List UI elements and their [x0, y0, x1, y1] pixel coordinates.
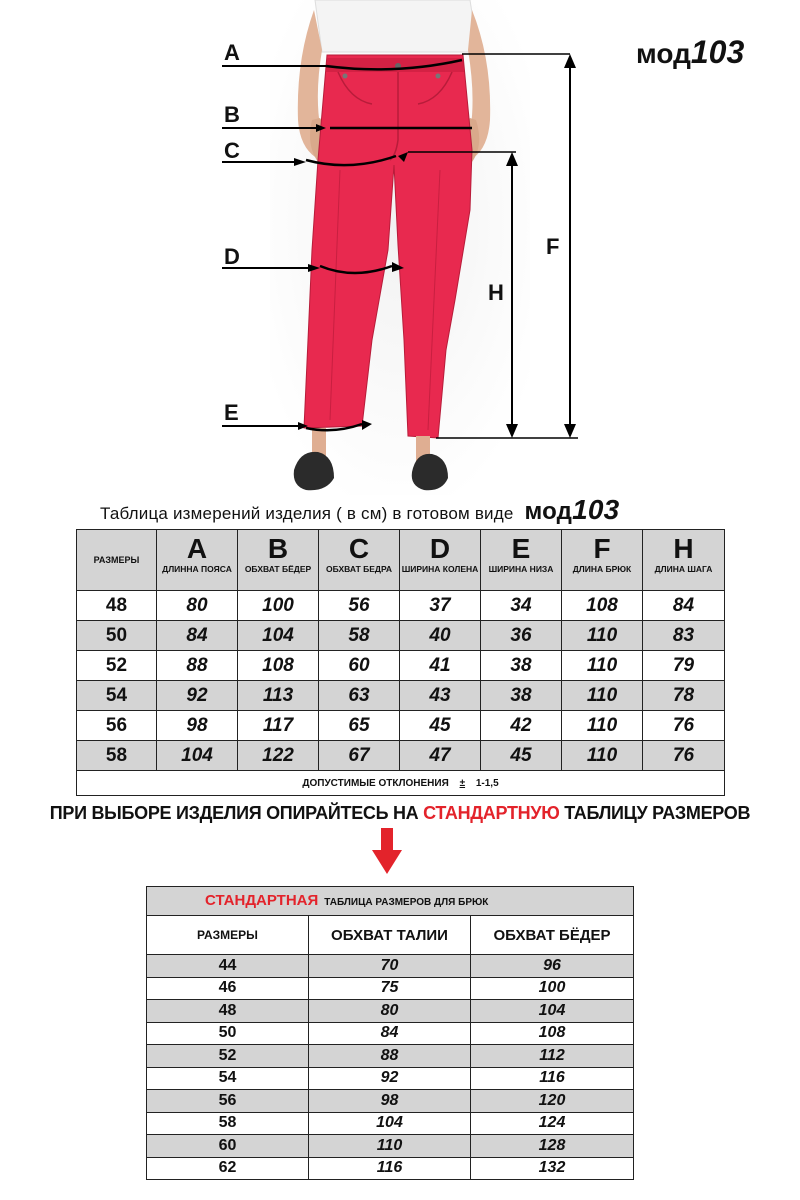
value-cell: 41	[400, 651, 481, 681]
value-cell: 36	[481, 621, 562, 651]
model-number: 103	[690, 34, 745, 70]
value-cell: 63	[319, 681, 400, 711]
arrow-down-icon	[372, 828, 402, 874]
caption-text: Таблица измерений изделия ( в см) в готовом виде	[100, 504, 514, 523]
value-cell: 84	[643, 591, 725, 621]
waist-cell: 92	[309, 1067, 471, 1090]
value-cell: 65	[319, 711, 400, 741]
standard-title-highlight: СТАНДАРТНАЯ	[205, 892, 319, 909]
value-cell: 43	[400, 681, 481, 711]
waist-cell: 98	[309, 1090, 471, 1113]
table-row	[147, 1135, 634, 1158]
size-cell: 58	[77, 741, 157, 771]
header-hips: ОБХВАТ БЁДЕР	[471, 916, 634, 955]
table-row	[77, 591, 725, 621]
value-cell: 100	[238, 591, 319, 621]
value-cell: 110	[562, 681, 643, 711]
table-row	[77, 681, 725, 711]
hips-cell: 104	[471, 1000, 634, 1023]
hips-cell: 100	[471, 977, 634, 1000]
white-top	[315, 0, 478, 52]
value-cell: 38	[481, 651, 562, 681]
value-cell: 110	[562, 711, 643, 741]
value-cell: 76	[643, 741, 725, 771]
standard-title-row	[147, 887, 634, 916]
hips-cell: 124	[471, 1112, 634, 1135]
header-label: ШИРИНА КОЛЕНА	[401, 564, 479, 574]
table-row	[77, 711, 725, 741]
header-label: ШИРИНА НИЗА	[488, 564, 554, 574]
size-cell: 48	[147, 1000, 309, 1023]
model-title	[636, 34, 744, 71]
tolerance-label: ДОПУСТИМЫЕ ОТКЛОНЕНИЯ	[302, 777, 449, 789]
header-sizes: РАЗМЕРЫ	[77, 530, 157, 591]
hips-cell: 132	[471, 1157, 634, 1180]
value-cell: 110	[562, 741, 643, 771]
table-row	[147, 1157, 634, 1180]
value-cell: 56	[319, 591, 400, 621]
size-cell: 48	[77, 591, 157, 621]
tolerance-cell	[77, 771, 725, 796]
value-cell: 37	[400, 591, 481, 621]
hips-cell: 116	[471, 1067, 634, 1090]
size-cell: 56	[77, 711, 157, 741]
header-letter: C	[348, 533, 370, 564]
waist-cell: 80	[309, 1000, 471, 1023]
letter-a: A	[224, 40, 240, 65]
waist-cell: 70	[309, 955, 471, 978]
value-cell: 122	[238, 741, 319, 771]
table-row	[77, 651, 725, 681]
table-row	[147, 955, 634, 978]
pants-measurement-figure	[0, 0, 800, 495]
rivet	[343, 74, 348, 79]
value-cell: 80	[157, 591, 238, 621]
notice-text-after: ТАБЛИЦУ РАЗМЕРОВ	[559, 803, 751, 823]
value-cell: 108	[238, 651, 319, 681]
header-letter: D	[429, 533, 451, 564]
table-row	[147, 1045, 634, 1068]
header-letter: E	[511, 533, 531, 564]
measurement-header-row	[77, 530, 725, 591]
value-cell: 110	[562, 651, 643, 681]
model-prefix: мод	[636, 38, 691, 69]
header-label: ОБХВАТ БЕДРА	[325, 564, 393, 574]
size-cell: 44	[147, 955, 309, 978]
table-row	[147, 1090, 634, 1113]
value-cell: 78	[643, 681, 725, 711]
size-cell: 54	[147, 1067, 309, 1090]
measurement-table	[76, 529, 725, 796]
tolerance-value: 1-1,5	[475, 777, 499, 789]
arrowhead-f-top	[564, 54, 576, 68]
value-cell: 45	[481, 741, 562, 771]
size-cell: 46	[147, 977, 309, 1000]
table-row	[147, 1112, 634, 1135]
table-caption	[100, 494, 619, 526]
hips-cell: 108	[471, 1022, 634, 1045]
value-cell: 104	[157, 741, 238, 771]
value-cell: 76	[643, 711, 725, 741]
header-col-a	[157, 530, 238, 591]
header-letter: B	[267, 533, 289, 564]
notice-highlight: СТАНДАРТНУЮ	[423, 803, 560, 823]
tolerance-sign: ±	[459, 777, 466, 789]
header-col-c	[319, 530, 400, 591]
waist-cell: 110	[309, 1135, 471, 1158]
waist-cell: 116	[309, 1157, 471, 1180]
value-cell: 40	[400, 621, 481, 651]
value-cell: 79	[643, 651, 725, 681]
header-label: ДЛИНА БРЮК	[572, 564, 632, 574]
caption-model-prefix: мод	[524, 498, 573, 525]
table-row	[77, 621, 725, 651]
size-cell: 56	[147, 1090, 309, 1113]
tolerance-row	[77, 771, 725, 796]
letter-d: D	[224, 244, 240, 269]
value-cell: 60	[319, 651, 400, 681]
waist-cell: 75	[309, 977, 471, 1000]
header-sizes: РАЗМЕРЫ	[147, 916, 309, 955]
letter-h: H	[488, 280, 504, 305]
standard-size-table	[146, 886, 634, 1180]
value-cell: 98	[157, 711, 238, 741]
hips-cell: 112	[471, 1045, 634, 1068]
size-cell: 62	[147, 1157, 309, 1180]
value-cell: 117	[238, 711, 319, 741]
size-cell: 52	[77, 651, 157, 681]
value-cell: 104	[238, 621, 319, 651]
waist-cell: 104	[309, 1112, 471, 1135]
rivet	[436, 74, 441, 79]
value-cell: 88	[157, 651, 238, 681]
size-cell: 58	[147, 1112, 309, 1135]
waist-cell: 84	[309, 1022, 471, 1045]
table-row	[147, 1022, 634, 1045]
header-label: ДЛИНА ШАГА	[654, 564, 713, 574]
arrowhead-f-bottom	[564, 424, 576, 438]
hips-cell: 120	[471, 1090, 634, 1113]
value-cell: 108	[562, 591, 643, 621]
hips-cell: 128	[471, 1135, 634, 1158]
caption-model-number: 103	[572, 494, 620, 525]
header-col-b	[238, 530, 319, 591]
letter-f: F	[546, 234, 560, 259]
header-col-e	[481, 530, 562, 591]
value-cell: 34	[481, 591, 562, 621]
table-row	[147, 1000, 634, 1023]
header-letter: F	[593, 533, 611, 564]
caption-model	[524, 494, 620, 525]
value-cell: 84	[157, 621, 238, 651]
letter-b: B	[224, 102, 240, 127]
notice-text-before: ПРИ ВЫБОРЕ ИЗДЕЛИЯ ОПИРАЙТЕСЬ НА	[49, 803, 424, 823]
size-notice	[0, 803, 800, 824]
size-cell: 52	[147, 1045, 309, 1068]
value-cell: 45	[400, 711, 481, 741]
size-cell: 50	[77, 621, 157, 651]
standard-header-row	[147, 916, 634, 955]
size-cell: 54	[77, 681, 157, 711]
header-label: ОБХВАТ БЁДЕР	[244, 564, 312, 574]
value-cell: 47	[400, 741, 481, 771]
header-letter: A	[186, 533, 208, 564]
value-cell: 42	[481, 711, 562, 741]
size-cell: 50	[147, 1022, 309, 1045]
value-cell: 110	[562, 621, 643, 651]
table-row	[147, 977, 634, 1000]
value-cell: 83	[643, 621, 725, 651]
value-cell: 38	[481, 681, 562, 711]
pants-illustration	[0, 0, 800, 495]
header-waist: ОБХВАТ ТАЛИИ	[309, 916, 471, 955]
letter-c: C	[224, 138, 240, 163]
value-cell: 67	[319, 741, 400, 771]
standard-title-rest: ТАБЛИЦА РАЗМЕРОВ ДЛЯ БРЮК	[324, 897, 489, 908]
value-cell: 113	[238, 681, 319, 711]
standard-title-cell	[147, 887, 634, 916]
value-cell: 58	[319, 621, 400, 651]
header-col-h	[643, 530, 725, 591]
table-row	[147, 1067, 634, 1090]
header-col-d	[400, 530, 481, 591]
waist-cell: 88	[309, 1045, 471, 1068]
header-label: ДЛИННА ПОЯСА	[162, 564, 232, 574]
letter-e: E	[224, 400, 239, 425]
size-cell: 60	[147, 1135, 309, 1158]
value-cell: 92	[157, 681, 238, 711]
table-row	[77, 741, 725, 771]
hips-cell: 96	[471, 955, 634, 978]
header-letter: H	[673, 533, 694, 564]
header-col-f	[562, 530, 643, 591]
